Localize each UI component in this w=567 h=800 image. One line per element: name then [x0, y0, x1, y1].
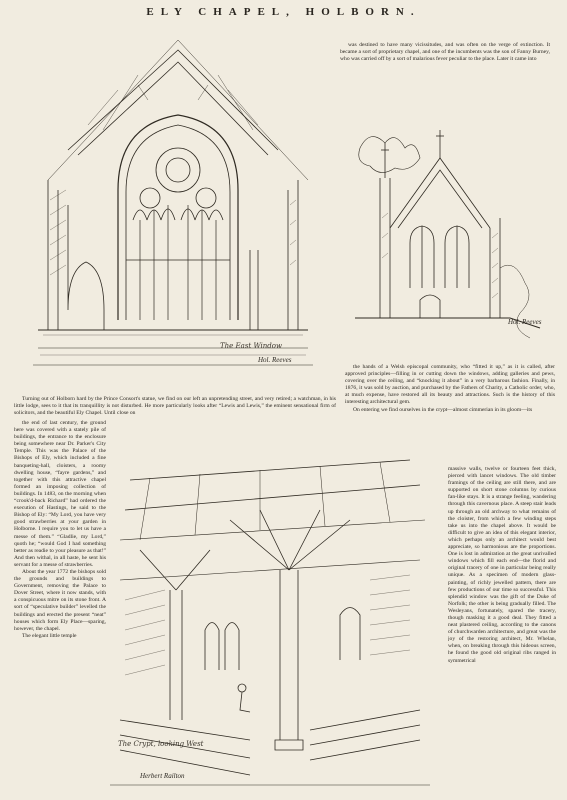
article-right-column: massive walls, twelve or fourteen feet thick, pierced with lancet windows. The old timber framings of the ceiling are still there, and are supported on short stone columns by curious fan-like stays. It is a strange feeling, wandering through this cavernous place. A steep stair leads up through an old archway to what remains of the cloister, from which a few winding steps take us into the chapel above. It would be difficult to give an idea of this elegant interior, which perhaps only an architect would best appreciate, so harmonious are the proportions. One is lost in admiration at the great unrivalled windows which fill each end—the florid and original tracery of one in particular being really unique. As a specimen of modern glass-painting, of richly jewelled pattern, there are few productions of our time so successful. This splendid window was the gift of the Duke of Norfolk; the other is being gradually filled. The Wesleyans, fortunately, spared the tracery, though masking it a good deal. They fitted a neat plastered ceiling, according to the canons of churchwarden architecture, and great was the joy of the restoring architect, Mr. Whelan, when, on breaking through this hideous screen, he found the good old original ribs ranged in symmetrical — [448, 466, 556, 664]
article-mid-left: Turning out of Holborn hard by the Prince Consort's statue, we find on our left an unpretending street, and very retired; a watchman, in his little lodge, sees to it that its tranquillity is not disturbed. He more particularly looks after “Lewis and Lewis,” the eminent sensational firm of solicitors, and the beautiful Ely Chapel. Until close on — [14, 396, 336, 417]
east-window-caption: The East Window — [220, 342, 282, 350]
crypt-illustration — [110, 440, 430, 790]
crypt-caption: The Crypt, looking West — [118, 740, 204, 748]
article-mid-right: the hands of a Welsh episcopal community, who “fitted it up,” as it is called, after approved principles—filling in or cutting down the windows, adding galleries and pews, covering over the ceiling, and “knocking it about” in a very barbarous fashion. Finally, in 1876, it was sold by auction, and purchased by the Fathers of Charity, a Catholic order, who, at much expense, have restored all its beauty and attractions. Such is the history of this interesting architectural gem. On entering we find ourselves in the crypt—almost cimmerian in its gloom—its — [345, 364, 555, 413]
article-top-right: was destined to have many vicissitudes, and was often on the verge of extinction. It became a sort of proprietary chapel, and one of the incumbents was the son of Fanny Burney, who was carried off by a sort of malarious fever peculiar to the place. Later it came into — [340, 42, 550, 63]
page-title: ELY CHAPEL, HOLBORN. — [146, 6, 421, 18]
chapel-exterior-signature: Hol. Reeves — [508, 318, 542, 326]
east-window-signature: Hol. Reeves — [258, 356, 292, 364]
crypt-signature: Herbert Railton — [140, 772, 185, 780]
east-window-illustration — [28, 30, 318, 395]
article-left-column: the end of last century, the ground here was covered with a stately pile of buildings, the entrance to the enclosure being somewhere near Dr. Parker's City Temple. This was the Palace of the Bishops of Ely, which included a fine banqueting-hall, cloisters, a roomy dwelling house, “fayre gardens,” and together with this attractive chapel formed an imposing collection of buildings. In 1483, on the morning when “crook'd-back Richard” had ordered the execution of Hastings, he said to the Bishop of Ely: “My Lord, you have very good strawberries at your garden in Holborne. I require you to let us have a messe of them.” “Gladlie, my Lord,” quoth he; “would God I had something better as readie to your pleasure as that!” And then withal, in all haste, he sent his servant for a messe of strawberries. About the year 1772 the bishops sold the grounds and buildings to Government, removing the Palace to Dover Street, where it now stands, with a conspicuous mitre on its stone front. A sort of “speculative builder” levelled the buildings and erected the present “neat” houses which form Ely Place—sparing, however, the chapel. The elegant little temple — [14, 420, 106, 639]
chapel-exterior-illustration — [350, 118, 550, 348]
